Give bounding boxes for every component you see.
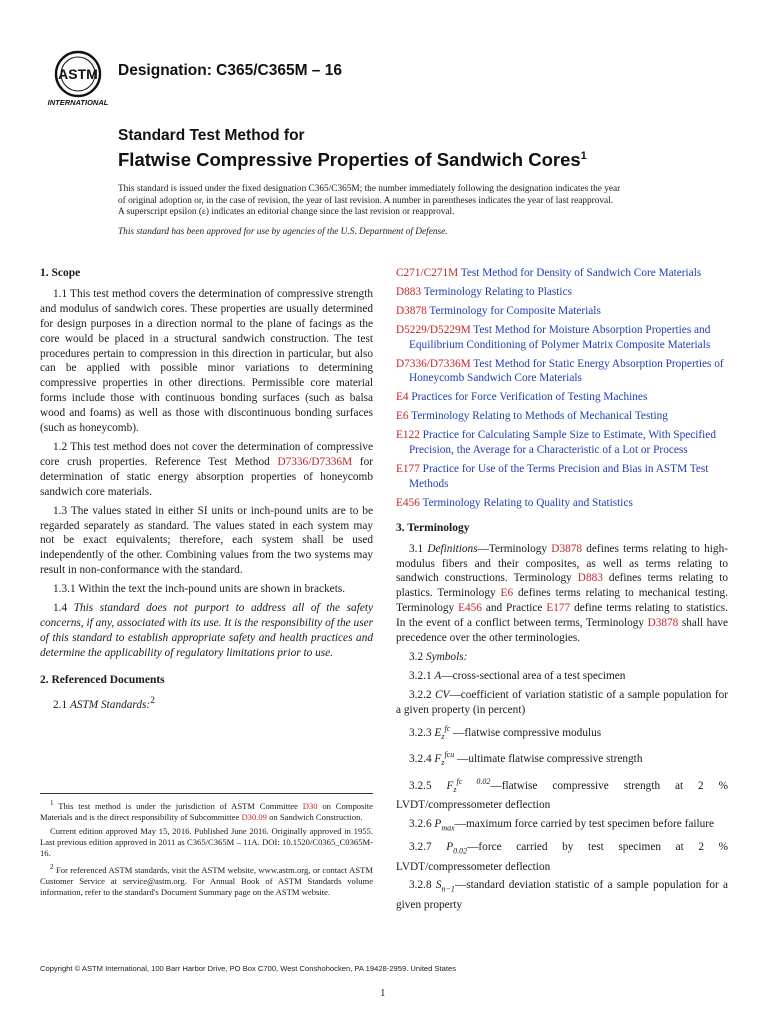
symbol-definition bbox=[396, 878, 728, 912]
ref-link-e456[interactable]: E456 bbox=[458, 602, 482, 615]
symbol-sub: z bbox=[441, 758, 445, 768]
scope-1-2-b: for determination of static energy absorption properties of honeycomb sandwich core materials. bbox=[40, 455, 373, 498]
title-main: Flatwise Compressive Properties of Sandwich Cores bbox=[118, 149, 581, 171]
copyright-footer: Copyright © ASTM International, 100 Barr Harbor Drive, PO Box C700, West Conshohocken, PA 19428-2959. United States bbox=[40, 964, 457, 973]
term-3-2-label: Symbols: bbox=[425, 650, 468, 663]
symbol-sub: 0.02 bbox=[453, 846, 468, 856]
ref-code[interactable]: E4 bbox=[396, 391, 409, 404]
ref-code[interactable]: E122 bbox=[396, 429, 420, 442]
notice-line1: This standard is issued under the fixed designation C365/C365M; the number immediately following the designation indicates the year bbox=[118, 184, 621, 194]
footnote-2 bbox=[40, 862, 373, 898]
ref-title[interactable]: Practices for Force Verification of Testing Machines bbox=[408, 391, 648, 404]
ref-title[interactable]: Practice for Calculating Sample Size to Estimate, With Specified Precision, the Average for a Characteristic of a Lot or Process bbox=[409, 429, 716, 457]
logo-text: ASTM bbox=[58, 66, 98, 82]
terminology-3-2 bbox=[396, 650, 728, 665]
designation-year: – 16 bbox=[307, 62, 342, 79]
designation-code: C365/C365M bbox=[216, 62, 308, 79]
symbol-num: 3.2.5 bbox=[409, 780, 447, 793]
ref-title[interactable]: Terminology Relating to Plastics bbox=[421, 285, 572, 298]
ref-link-e6[interactable]: E6 bbox=[500, 587, 514, 600]
symbol-sup: fcu bbox=[444, 750, 455, 760]
ref-code[interactable]: E177 bbox=[396, 462, 420, 475]
ref-code[interactable]: D7336/D7336M bbox=[396, 357, 471, 370]
footnote-1-a: This test method is under the jurisdiction of ASTM Committee bbox=[53, 800, 303, 811]
scope-1-3-1: 1.3.1 Within the text the inch-pound units are shown in brackets. bbox=[53, 583, 346, 596]
symbol-num: 3.2.8 bbox=[409, 879, 436, 892]
title-line1: Standard Test Method for bbox=[118, 127, 305, 144]
footnotes bbox=[40, 793, 373, 901]
symbol-text: —cross-sectional area of a test specimen bbox=[441, 669, 626, 682]
ref-item bbox=[396, 496, 728, 511]
symbol-num: 3.2.2 bbox=[409, 688, 435, 701]
symbol: A bbox=[434, 669, 442, 682]
ref-item bbox=[396, 266, 728, 281]
ref-item bbox=[396, 323, 728, 353]
term-3-2-num: 3.2 bbox=[409, 650, 426, 663]
term-3-1-a: —Terminology bbox=[477, 542, 552, 555]
footnote-2-mark: 2 bbox=[50, 862, 54, 871]
notice-line2: of original adoption or, in the case of revision, the year of last revision. A number in parentheses indicates the year of last reapproval. bbox=[118, 195, 614, 206]
symbol-num: 3.2.4 bbox=[409, 753, 435, 766]
term-3-1-g: shall have precedence over the other terminologies. bbox=[396, 617, 728, 645]
ref-link-d3878[interactable]: D3878 bbox=[647, 617, 679, 630]
refdocs-2-1-sup: 2 bbox=[150, 695, 155, 706]
symbol-sup: fc 0.02 bbox=[456, 777, 491, 787]
symbol-definition bbox=[396, 748, 728, 771]
title-line2 bbox=[118, 145, 587, 171]
title-footnote-mark: 1 bbox=[580, 150, 587, 162]
ref-item bbox=[396, 304, 728, 319]
symbol-num: 3.2.3 bbox=[409, 726, 435, 739]
ref-item bbox=[396, 428, 728, 458]
designation-prefix: Designation: bbox=[118, 62, 217, 79]
footnote-1 bbox=[40, 798, 373, 823]
symbol-num: 3.2.7 bbox=[409, 841, 447, 854]
symbol: P bbox=[434, 818, 442, 831]
symbol-text: —ultimate flatwise compressive strength bbox=[454, 753, 643, 766]
symbol: P bbox=[446, 841, 454, 854]
symbol-definition bbox=[396, 817, 728, 836]
footnote-2-c: volume information, refer to the standard's Document Summary page on the ASTM website. bbox=[40, 875, 374, 897]
symbol-sup: fc bbox=[444, 723, 451, 733]
symbol-definition bbox=[396, 775, 728, 813]
term-3-1-b: defines terms relating to high-modulus fibers and their composites, as well as terms relating to sandwich constructions. Terminology bbox=[396, 542, 728, 585]
designation bbox=[118, 62, 342, 80]
symbol: S bbox=[435, 879, 442, 892]
ref-item bbox=[396, 285, 728, 300]
ref-code[interactable]: E456 bbox=[396, 496, 420, 509]
symbol-sub: z bbox=[441, 731, 445, 741]
ref-title[interactable]: Terminology for Composite Materials bbox=[426, 304, 601, 317]
symbol-num: 3.2.1 bbox=[409, 669, 435, 682]
ref-title[interactable]: Terminology Relating to Quality and Statistics bbox=[419, 496, 633, 509]
ref-title[interactable]: Terminology Relating to Methods of Mechanical Testing bbox=[408, 410, 668, 423]
term-3-1-c: defines terms relating to plastics. Terminology bbox=[396, 572, 728, 600]
refdocs-2-1 bbox=[40, 694, 373, 713]
symbol: F bbox=[434, 753, 442, 766]
ref-item bbox=[396, 409, 728, 424]
symbol-sub: z bbox=[453, 785, 457, 795]
ref-item bbox=[396, 390, 728, 405]
term-3-1-f: define terms relating to statistics. In the event of a conflict between terms, Terminology bbox=[396, 602, 728, 630]
symbol-definition bbox=[396, 840, 728, 874]
scope-1-4-num: 1.4 bbox=[53, 602, 74, 615]
term-3-1-num: 3.1 bbox=[409, 542, 428, 555]
refdocs-2-1-label: ASTM Standards: bbox=[69, 698, 151, 711]
symbol: E bbox=[434, 726, 442, 739]
ref-title[interactable]: Test Method for Static Energy Absorption Properties of Honeycomb Sandwich Core Materials bbox=[409, 357, 724, 385]
ref-link-d30[interactable]: D30 bbox=[302, 800, 318, 811]
term-3-1-label: Definitions bbox=[427, 542, 478, 555]
symbol-text: —flatwise compressive modulus bbox=[450, 726, 602, 739]
term-3-1-d: defines terms relating to mechanical testing. Terminology bbox=[396, 587, 728, 615]
ref-title[interactable]: Test Method for Moisture Absorption Properties and Equilibrium Conditioning of Polymer Matrix Composite Materials bbox=[409, 323, 711, 351]
symbol-definition bbox=[396, 722, 728, 745]
footnote-1-c: on Sandwich Construction. bbox=[266, 811, 363, 822]
symbol-text: —standard deviation statistic of a sample population for a given property bbox=[396, 879, 728, 911]
symbol-text: —force carried by test specimen at 2 % LVDT/compressometer deflection bbox=[396, 841, 729, 873]
ref-item bbox=[396, 462, 728, 492]
astm-logo bbox=[44, 48, 112, 108]
symbol: CV bbox=[435, 688, 450, 701]
symbol: F bbox=[446, 780, 454, 793]
refdocs-heading: 2. Referenced Documents bbox=[40, 673, 165, 686]
symbol-text: —coefficient of variation statistic of a sample population for a given property (in percent) bbox=[396, 688, 728, 716]
symbol-text: —flatwise compressive strength at 2 % LVDT/compressometer deflection bbox=[396, 780, 729, 812]
terminology-heading: 3. Terminology bbox=[396, 521, 470, 534]
ref-code[interactable]: D3878 bbox=[396, 304, 427, 317]
footnote-2-b: Annual Book of ASTM Standards bbox=[209, 875, 342, 886]
ref-title[interactable]: Test Method for Density of Sandwich Core Materials bbox=[458, 267, 702, 279]
scope-1-4 bbox=[40, 601, 373, 661]
refdocs-2-1-num: 2.1 bbox=[53, 698, 70, 711]
symbol-definition bbox=[396, 669, 728, 684]
footnote-1-edition: Current edition approved May 15, 2016. Published June 2016. Originally approved in 1955. Last previous edition approved in 2011 as C365/C365M – 11A. DOI: 10.1520/C0365_C0365M-16. bbox=[40, 825, 373, 858]
scope-1-3: 1.3 The values stated in either SI units or inch-pound units are to be regarded separately as standard. The values stated in each system may not be exact equivalents; therefore, each system shall be used independently of the other. Combining values from the two systems may result in non-conformance with the standard. bbox=[40, 504, 373, 577]
scope-1-2-a: 1.2 This test method does not cover the determination of compressive core crush properties. Reference Test Method bbox=[40, 440, 373, 468]
ref-title[interactable]: Practice for Use of the Terms Precision and Bias in ASTM Test Methods bbox=[409, 462, 709, 490]
notice-approved: This standard has been approved for use by agencies of the U.S. Department of Defense. bbox=[118, 226, 448, 237]
footnote-2-a: For referenced ASTM standards, visit the ASTM website, www.astm.org, or contact ASTM Customer Service at service@astm.org. For bbox=[40, 864, 373, 886]
scope-1-1: 1.1 This test method covers the determination of compressive strength and modulus of sandwich cores. These properties are usually determined for design purposes in a direction normal to the plane of facings as the core would be placed in a structural sandwich construction. The test procedures pertain to compression in this direction in particular, but also can be applied with possible minor variations to determining compressive properties in other directions. Permissible core material forms include those with continuous bonding surfaces (such as balsa wood and foams) as well as those with discontinuous bonding surfaces (such as honeycomb). bbox=[40, 287, 373, 435]
symbol-text: —maximum force carried by test specimen before failure bbox=[454, 818, 715, 831]
ref-link-d883[interactable]: D883 bbox=[577, 572, 603, 585]
logo-subtext: INTERNATIONAL bbox=[47, 98, 109, 107]
ref-link-e177[interactable]: E177 bbox=[546, 602, 571, 615]
page-number: 1 bbox=[380, 987, 386, 999]
left-column bbox=[40, 266, 373, 716]
footnote-1-mark: 1 bbox=[50, 799, 54, 807]
terminology-3-1 bbox=[396, 542, 728, 646]
scope-1-2 bbox=[40, 440, 373, 500]
reference-list bbox=[396, 266, 728, 511]
symbol-definition bbox=[396, 688, 728, 718]
ref-link-d3878[interactable]: D3878 bbox=[551, 542, 583, 555]
symbol-sub: max bbox=[441, 823, 455, 833]
notice-line3: A superscript epsilon (ε) indicates an editorial change since the last revision or reapproval. bbox=[118, 207, 455, 218]
ref-link-d30-09[interactable]: D30.09 bbox=[241, 811, 267, 822]
footnote-1-b: on Composite Materials and is the direct responsibility of Subcommittee bbox=[40, 800, 373, 822]
ref-code[interactable]: D883 bbox=[396, 285, 422, 298]
scope-heading: 1. Scope bbox=[40, 267, 81, 279]
ref-link-d7336[interactable]: D7336/D7336M bbox=[277, 455, 353, 468]
document-title bbox=[118, 126, 587, 171]
ref-item bbox=[396, 357, 728, 387]
standard-notice bbox=[118, 184, 658, 238]
ref-code[interactable]: C271/C271M bbox=[396, 267, 459, 279]
symbol-num: 3.2.6 bbox=[409, 818, 435, 831]
symbol-sub: n−1 bbox=[441, 884, 455, 894]
ref-code[interactable]: E6 bbox=[396, 410, 409, 423]
ref-code[interactable]: D5229/D5229M bbox=[396, 323, 471, 336]
term-3-1-e: and Practice bbox=[481, 602, 547, 615]
scope-1-4-text: This standard does not purport to address all of the safety concerns, if any, associated with its use. It is the responsibility of the user of this standard to establish appropriate safety and health practices and determine the applicability of regulatory limitations prior to use. bbox=[40, 602, 374, 659]
right-column bbox=[396, 266, 728, 917]
